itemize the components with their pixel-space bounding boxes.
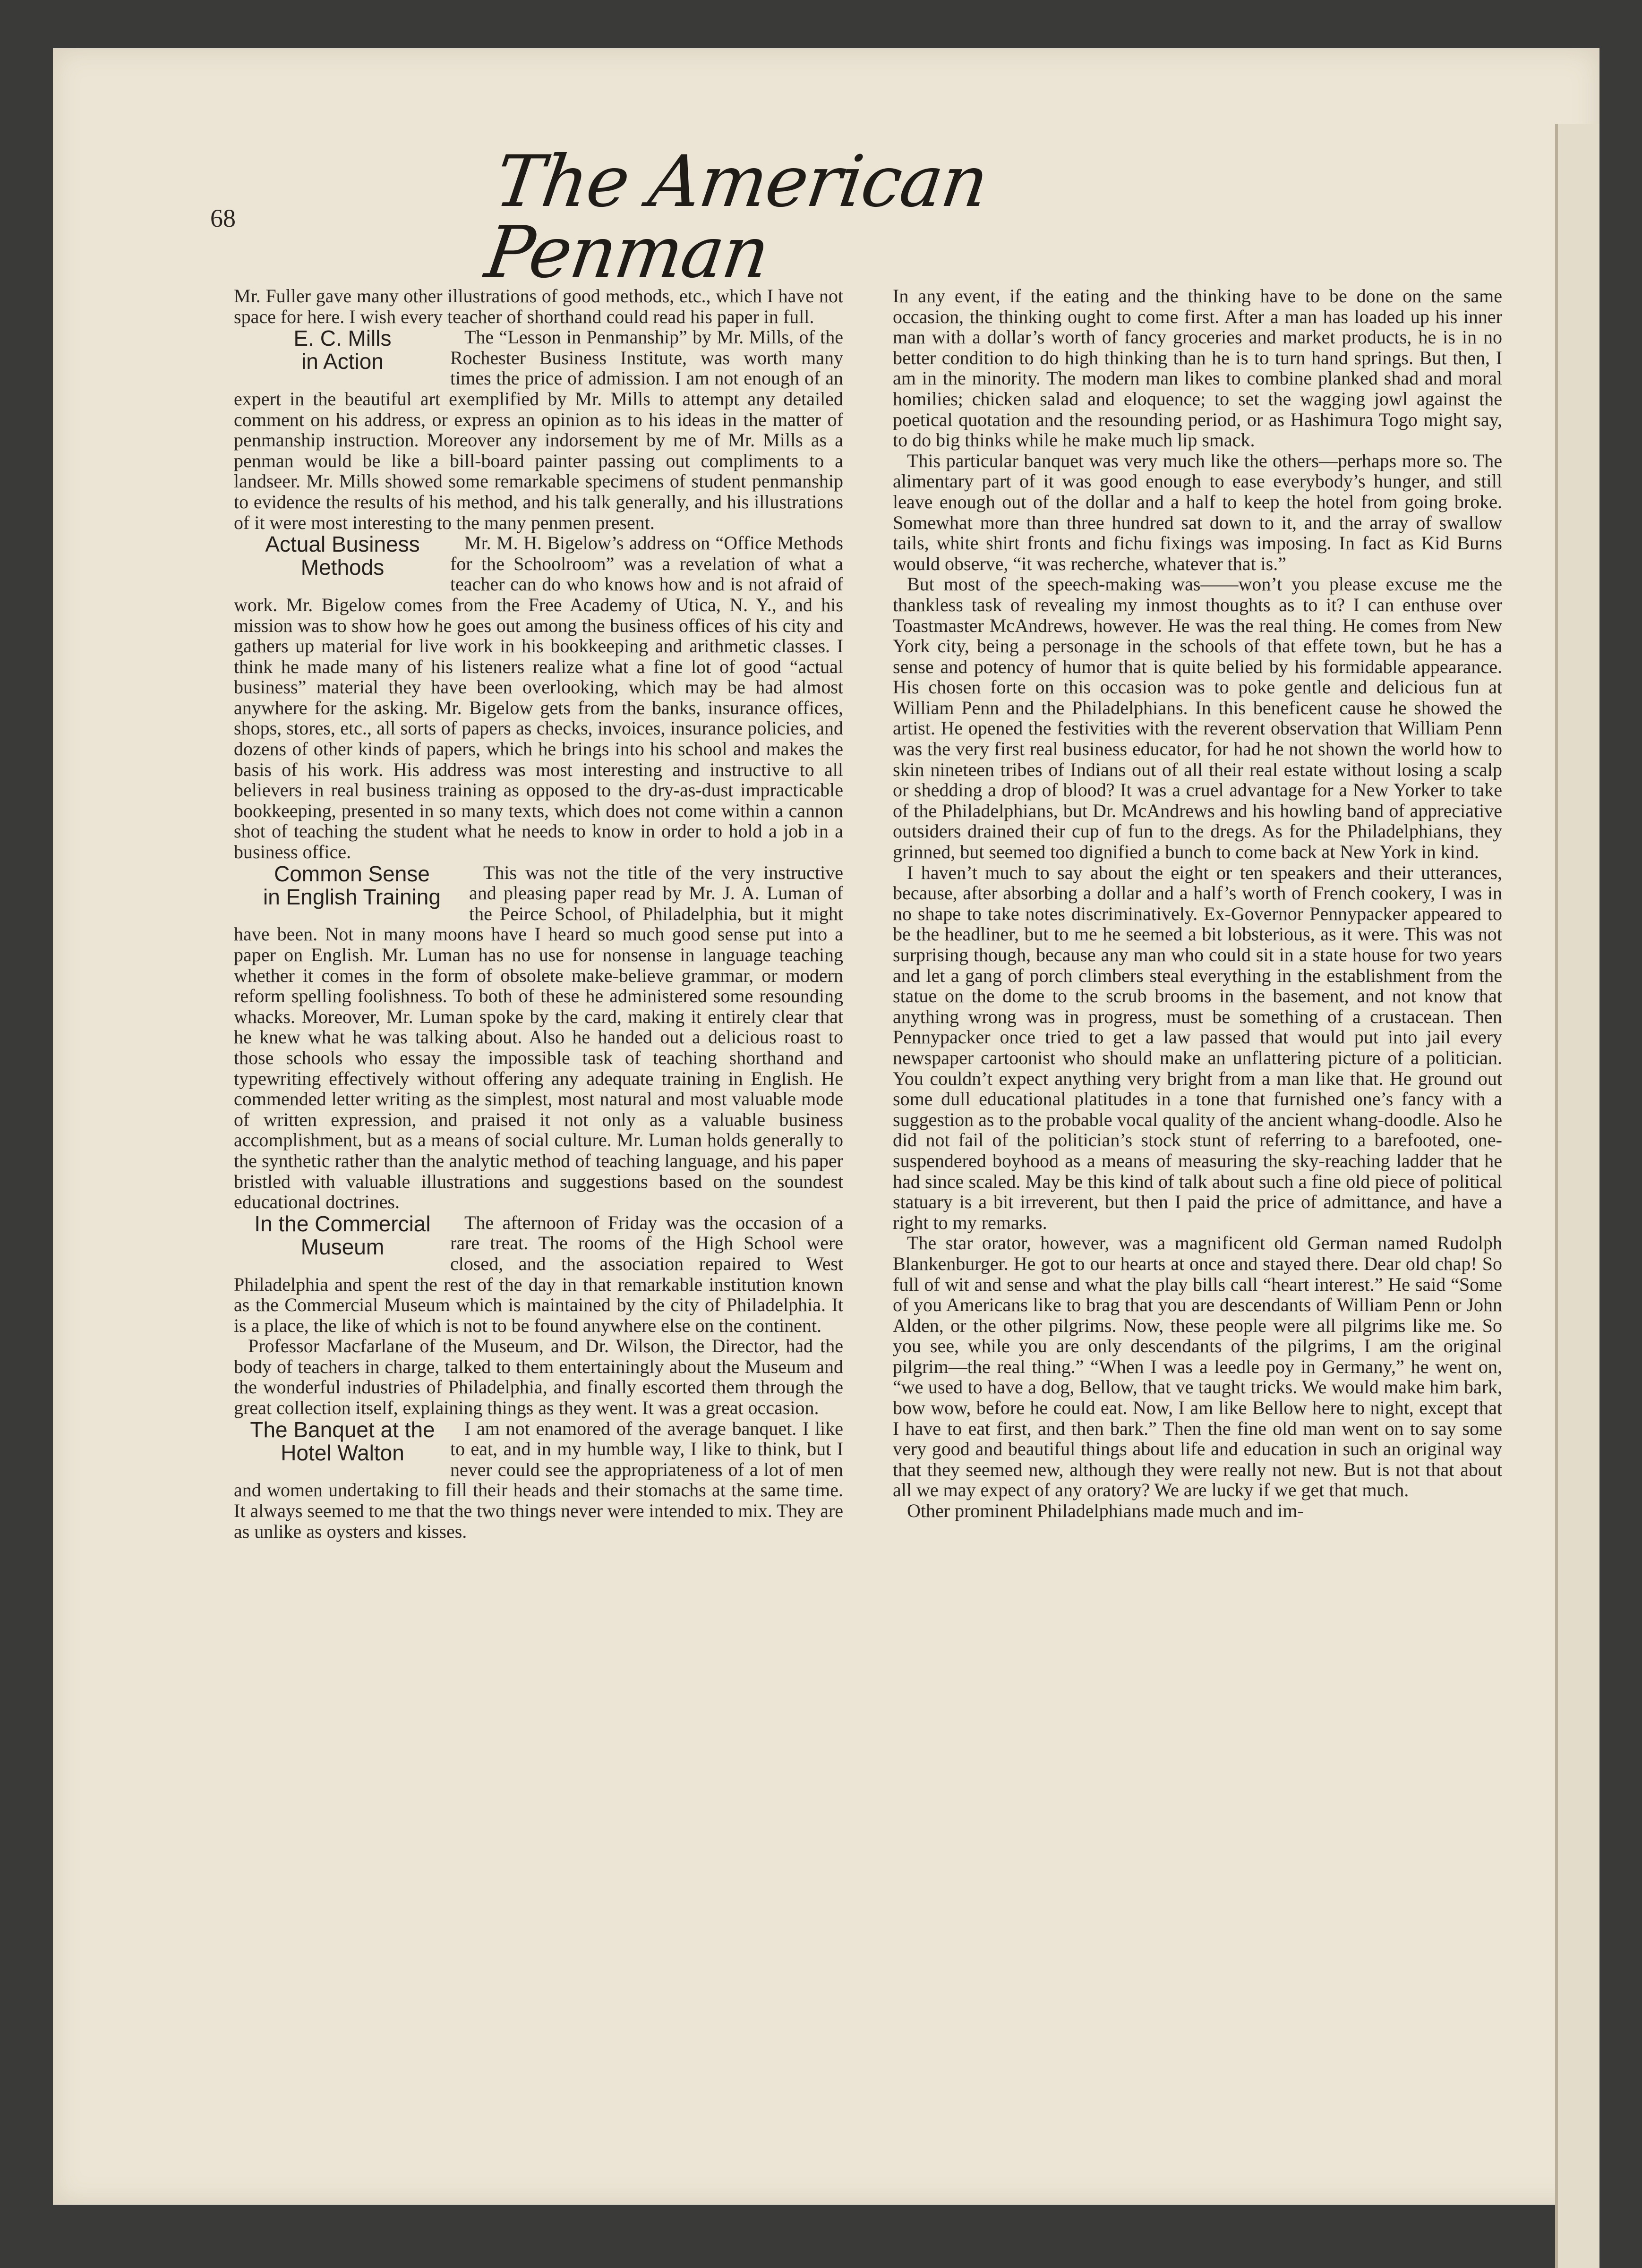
- paragraph: But most of the speech-making was——won’t you please excuse me the thankless task of revealing my inmost thoughts as to it? I can enthuse over Toastmaster McAndrews, however. He was the real thing. He comes from New York city, being a personage in the schools of that effete town, but he has a sense and potency of humor that is quite belied by his formidable appearance. His chosen forte on this occasion was to poke gentle and delicious fun at William Penn and the Philadelphians. In this beneficent cause he showed the artist. He opened the festivities with the reverent observation that William Penn was the very first real business educator, for had he not shown the world how to skin nineteen tribes of Indians out of all their real estate without losing a scalp or shedding a drop of blood? It was a cruel advantage for a New Yorker to take of the Philadelphians, but Dr. McAndrews and his howling band of appreciative outsiders drained their cup of fun to the dregs. As for the Philadelphians, they grinned, but seemed too dignified a bunch to come back at New York in kind.: [893, 573, 1502, 863]
- paragraph: Professor Macfarlane of the Museum, and Dr. Wilson, the Director, had the body of teachers in charge, talked to them entertainingly about the Museum and the wonderful industries of Philadelphia, and finally escorted them through the great collection itself, explaining things as they went. It was a great occasion.: [234, 1335, 843, 1419]
- paragraph-with-side-head: The Banquet at the Hotel Walton I am not enamored of the average banquet. I like to eat, and in my humble way, I like to think, but I never could see the appropriateness of a lot of men and women undertaking to fill their heads and their stomachs at the same time. It always seemed to me that the two things never were intended to mix. They are as unlike as oysters and kisses.: [234, 1417, 843, 1542]
- side-heading: Common Sense in English Training: [263, 861, 441, 909]
- paragraph-with-side-head: Actual Business Methods Mr. M. H. Bigelow’s address on “Office Methods for the Schoolroom” was a revelation of what a teacher can do who knows how and is not afraid of work. Mr. Bigelow comes from the Free Academy of Utica, N. Y., and his mission was to show how he goes out among the business offices of his city and gathers up material for live work in his bookkeeping and arithmetic classes. I think he made many of his listeners realize what a fine lot of good “actual business” material they have been overlooking, which may be had almost anywhere for the asking. Mr. Bigelow gets from the banks, insurance offices, shops, stores, etc., all sorts of papers as checks, invoices, insurance policies, and dozens of other kinds of papers, which he brings into his school and makes the basis of his work. His address was most interesting and instructive to all believers in real business training as opposed to the dry-as-dust impracticable bookkeeping, presented in so many texts, which does not come within a cannon shot of teaching the student what he needs to know in order to hold a job in a business office.: [234, 532, 843, 863]
- masthead-title: The American Penman: [480, 141, 992, 294]
- side-heading: The Banquet at the Hotel Walton: [250, 1417, 435, 1465]
- next-page-edge: [1555, 124, 1599, 2268]
- paragraph-with-side-head: Common Sense in English Training This was not the title of the very instructive and pleasing paper read by Mr. J. A. Luman of the Peirce School, of Philadelphia, but it might have been. Not in many moons have I heard so much good sense put into a paper on English. Mr. Luman has no use for nonsense in language teaching whether it comes in the form of obsolete make-believe grammar, or modern reform spelling foolishness. To both of these he administered some resounding whacks. Moreover, Mr. Luman spoke by the card, making it entirely clear that he knew what he was talking about. Also he handed out a delicious roast to those schools who essay the impossible task of teaching shorthand and typewriting effectively without offering any adequate training in English. He commended letter writing as the simplest, most natural and most valuable mode of written expression, and praised it not only as a valuable business accomplishment, but as a means of social culture. Mr. Luman holds generally to the synthetic rather than the analytic method of teaching language, and his paper bristled with valuable illustrations and suggestions based on the soundest educational doctrines.: [234, 861, 843, 1213]
- paragraph: Mr. Fuller gave many other illustrations of good methods, etc., which I have not space for here. I wish every teacher of shorthand could read his paper in full.: [234, 285, 843, 327]
- paragraph: Other prominent Philadelphians made much and im-: [907, 1500, 1304, 1522]
- side-heading: E. C. Mills in Action: [293, 326, 392, 374]
- paragraph: In any event, if the eating and the thinking have to be done on the same occasion, the thinking ought to come first. After a man has loaded up his inner man with a dollar’s worth of fancy groceries and market products, he is in no better condition to do high thinking than he is to turn hand springs. But then, I am in the minority. The modern man likes to combine planked shad and moral homilies; chicken salad and eloquence; to set the wagging jowl against the poetical quotation and the resounding period, or as Hashimura Togo might say, to do big thinks while he make much lip smack.: [893, 285, 1502, 451]
- right-column: [893, 286, 1502, 1521]
- side-heading: In the Commercial Museum: [254, 1211, 431, 1259]
- side-heading: Actual Business Methods: [265, 532, 420, 580]
- paragraph: The star orator, however, was a magnificent old German named Rudolph Blankenburger. He got to our hearts at once and stayed there. Dear old chap! So full of wit and sense and what the play bills call “heart interest.” He said “Some of you Americans like to brag that you are descendants of William Penn or John Alden, or the other pilgrims. Now, these people were all pilgrims like me. So you see, while you are only descendants of the pilgrims, I am the original pilgrim—the real thing.” “When I was a leedle poy in Germany,” he went on, “we used to have a dog, Bellow, that ve taught tricks. We would make him bark, bow wow, before he could eat. Now, I am like Bellow here to night, except that I have to eat first, and then bark.” Then the fine old man went on to say some very good and beautiful things about life and education in such an original way that they seemed new, although they were really not new. But is not that about all we may expect of any oratory? We are lucky if we get that much.: [893, 1232, 1502, 1501]
- paragraph: This particular banquet was very much like the others—perhaps more so. The alimentary part of it was good enough to ease everybody’s hunger, and still leave enough out of the dollar and a half to keep the hotel from going broke. Somewhat more than three hundred sat down to it, and the array of swallow tails, white shirt fronts and fichu fixings was imposing. In fact as Kid Burns would observe, “it was recherche, whatever that is.”: [893, 450, 1502, 574]
- paragraph-with-side-head: In the Commercial Museum The afternoon of Friday was the occasion of a rare treat. The rooms of the High School were closed, and the association repaired to West Philadelphia and spent the rest of the day in that remarkable institution known as the Commercial Museum which is maintained by the city of Philadelphia. It is a place, the like of which is not to be found anywhere else on the continent.: [234, 1211, 843, 1336]
- page-number: 68: [210, 204, 236, 232]
- left-column: [234, 286, 843, 1542]
- paragraph-with-side-head: E. C. Mills in Action The “Lesson in Penmanship” by Mr. Mills, of the Rochester Business Institute, was worth many times the price of admission. I am not enough of an expert in the beautiful art exemplified by Mr. Mills to attempt any detailed comment on his address, or express an opinion as to his ideas in the matter of penmanship instruction. Moreover any indorsement by me of Mr. Mills as a penman would be like a bill-board painter passing out compliments to a landseer. Mr. Mills showed some remarkable specimens of student penmanship to evidence the results of his method, and his talk generally, and his illustrations of it were most interesting to the many penmen present.: [234, 326, 843, 533]
- paragraph: I haven’t much to say about the eight or ten speakers and their utterances, because, after absorbing a dollar and a half’s worth of French cookery, I was in no shape to take notes discriminatively. Ex-Governor Pennypacker appeared to be the headliner, but to me he seemed a bit lobsterious, as it were. This was not surprising though, because any man who could sit in a state house for two years and let a gang of porch climbers steal everything in the establishment from the statue on the dome to the scrub brooms in the basement, and not know that anything wrong was in progress, must be something of a crustacean. Then Pennypacker once tried to get a law passed that would put into jail every newspaper cartoonist who should make an unflattering picture of a politician. You couldn’t expect anything very bright from a man like that. He ground out some dull educational platitudes in a tone that furnished one’s fancy with a suggestion as to the probable vocal quality of the ancient whang-doodle. Also he did not fail of the politician’s stock stunt of referring to a barefooted, one-suspendered boyhood as a means of measuring the sky-reaching ladder that he had since scaled. May be this kind of talk about such a fine old piece of political statuary is a bit irreverent, but then I paid the price of admittance, and have a right to my remarks.: [893, 861, 1502, 1233]
